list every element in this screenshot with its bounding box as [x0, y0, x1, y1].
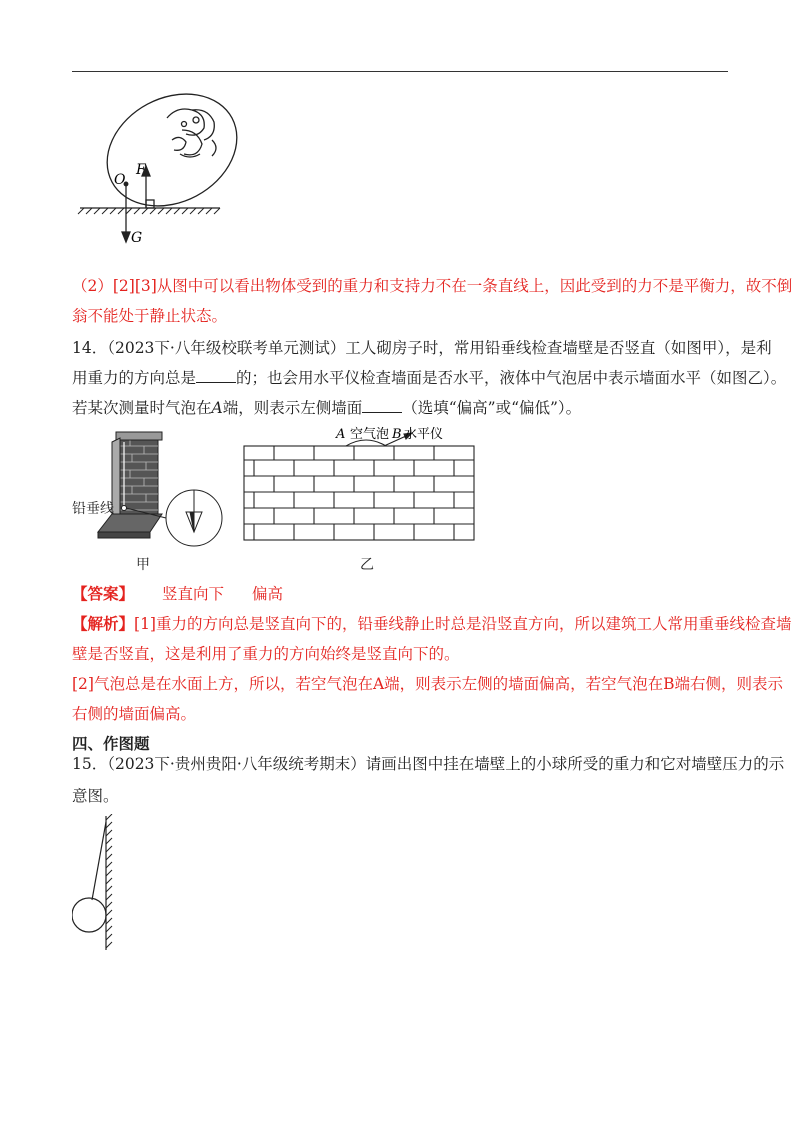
- q14-line1: 14．（2023下·八年级校联考单元测试）工人砌房子时，常用铅垂线检查墙壁是否竖直（如图甲），是利: [72, 339, 772, 357]
- answer-blank-2: [362, 398, 402, 413]
- header-rule: [72, 71, 728, 72]
- section-title: 四、作图题: [72, 734, 150, 753]
- q13-part2-line1: （2）[2][3]从图中可以看出物体受到的重力和支持力不在一条直线上，因此受到的力不是平衡力，故不倒: [72, 277, 793, 295]
- answer-blank-1: [196, 368, 236, 383]
- level-label-a: A: [336, 427, 346, 442]
- q14-line3-point-a: A: [211, 399, 223, 417]
- q14-line3: [72, 398, 581, 418]
- plumb-line-label: 铅垂线: [72, 501, 114, 517]
- q14-line2: [72, 368, 786, 388]
- q15-line1: 15．（2023下·贵州贵阳·八年级统考期末）请画出图中挂在墙壁上的小球所受的重力和它对墙壁压力的示: [72, 755, 785, 773]
- level-label-device: 水平仪: [404, 427, 444, 442]
- q14-line2-b: 的；也会用水平仪检查墙面是否水平，液体中气泡居中表示墙面水平（如图乙）。: [236, 369, 787, 387]
- answer-tag: 【答案】: [72, 584, 135, 603]
- plumb-line-figure: [72, 428, 232, 548]
- figure-b-caption: 乙: [360, 557, 374, 573]
- analysis-line3: [2]气泡总是在水面上方，所以，若空气泡在A端，则表示左侧的墙面偏高，若空气泡在B端右侧，则表示: [72, 675, 784, 693]
- answer-2: 偏高: [252, 585, 284, 603]
- answer-line: [72, 584, 283, 604]
- analysis-line1: [72, 614, 791, 634]
- q14-line3-a: 若某次测量时气泡在: [72, 399, 212, 417]
- analysis-1: [1]重力的方向总是竖直向下的，铅垂线静止时总是沿竖直方向，所以建筑工人常用重垂线检查墙: [134, 615, 792, 633]
- analysis-line4: 右侧的墙面偏高。: [72, 705, 197, 723]
- figure-a-caption: 甲: [136, 557, 150, 573]
- q14-line3-c: （选填“偏高”或“偏低”）。: [402, 399, 582, 417]
- tumbler-figure: [72, 90, 242, 250]
- label-g: G: [131, 230, 143, 246]
- label-f: F: [136, 162, 146, 178]
- analysis-line2: 壁是否竖直，这是利用了重力的方向始终是竖直向下的。: [72, 645, 460, 663]
- label-o: O: [114, 172, 126, 188]
- ball-on-wall-figure: [72, 814, 132, 954]
- q14-line3-b: 端，则表示左侧墙面: [222, 399, 363, 417]
- q15-line2: 意图。: [72, 787, 119, 805]
- spirit-level-figure: [236, 424, 476, 544]
- answer-1: 竖直向下: [162, 585, 225, 603]
- level-label-b: B: [392, 427, 402, 442]
- q13-part2-line2: 翁不能处于静止状态。: [72, 307, 228, 325]
- level-label-bubble: 空气泡: [350, 427, 390, 442]
- analysis-tag: 【解析】: [72, 614, 135, 633]
- q14-line2-a: 用重力的方向总是: [72, 369, 197, 387]
